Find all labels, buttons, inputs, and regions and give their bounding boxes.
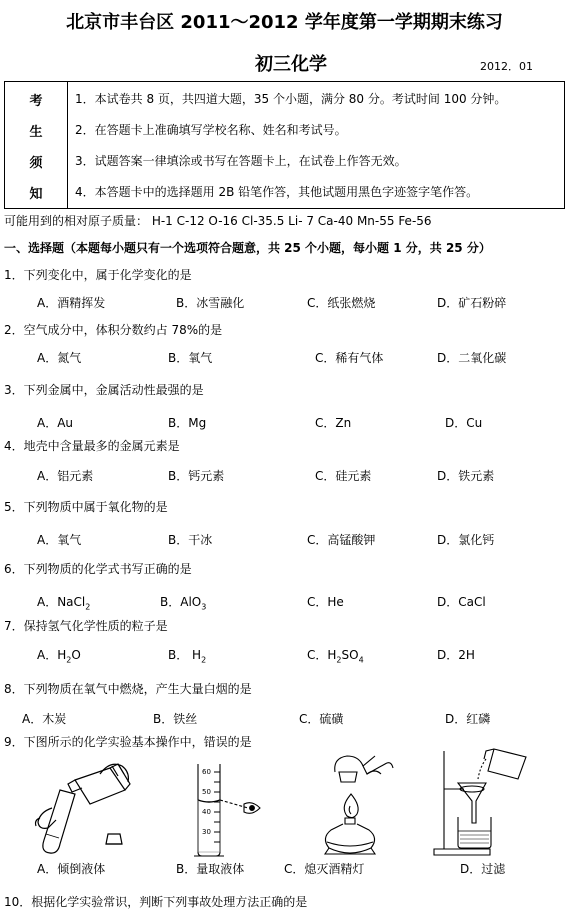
notice-side-char: 须 [29,156,43,171]
subject-title: 初三化学 [255,54,327,75]
option-d: D．过滤 [460,862,506,876]
option-a: A．木炭 [22,712,67,726]
option-d: D．铁元素 [437,469,495,483]
cylinder-tick-label: 50 [202,788,211,796]
notice-side-char: 考 [29,94,43,109]
option-b: B．铁丝 [153,712,198,726]
exam-date: 2012．01 [480,60,533,73]
option-b: B． $H_2$ [168,648,207,665]
option-d: D．二氧化碳 [437,351,507,365]
cylinder-tick-label: 60 [202,768,211,776]
cylinder-tick-label: 30 [202,828,211,836]
option-b: B．氧气 [168,351,213,365]
option-a: A．$H_2O$ [37,648,81,665]
question-stem: 4．地壳中含量最多的金属元素是 [4,439,180,453]
option-c: C．高锰酸钾 [307,533,376,547]
question-stem: 6．下列物质的化学式书写正确的是 [4,562,192,576]
option-b: B．钙元素 [168,469,225,483]
option-a: A．铝元素 [37,469,94,483]
exam-title: 北京市丰台区 2011～2012 学年度第一学期期末练习 [66,12,503,33]
atomic-mass-line: 可能用到的相对原子质量： H-1 C-12 O-16 Cl-35.5 Li- 7 Ca-40 Mn-55 Fe-56 [4,214,432,228]
question-stem: 5．下列物质中属于氧化物的是 [4,500,168,514]
option-c: C．He [307,595,344,609]
option-a: A．倾倒液体 [37,862,106,876]
figure-pouring-liquid [30,760,145,860]
option-c: C．纸张燃烧 [307,296,376,310]
option-a: A．氧气 [37,533,82,547]
option-b: B．Mg [168,416,207,430]
option-b: B．干冰 [168,533,213,547]
option-a: A．NaCl$_2$ [37,595,91,612]
notice-divider [67,82,68,208]
option-b: B．AlO$_3$ [160,595,207,612]
notice-line: 4．本答题卡中的选择题用 2B 铅笔作答，其他试题用黑色字迹签字笔作答。 [75,185,479,199]
notice-line: 1．本试卷共 8 页，共四道大题，35 个小题，满分 80 分。考试时间 100 分钟。 [75,92,507,106]
figure-filtration [430,745,540,860]
notice-line: 3．试题答案一律填涂或书写在答题卡上，在试卷上作答无效。 [75,154,407,168]
cylinder-tick-label: 40 [202,808,211,816]
notice-side-char: 生 [29,125,43,140]
option-d: D．矿石粉碎 [437,296,507,310]
section-heading: 一、选择题（本题每小题只有一个选项符合题意，共 25 个小题，每小题 1 分，共 25 分） [4,241,491,255]
option-c: C．硅元素 [315,469,372,483]
option-d: D．CaCl [437,595,486,609]
option-a: A．氮气 [37,351,82,365]
option-b: B．冰雪融化 [176,296,245,310]
figure-measuring-cylinder [180,760,275,860]
notice-side-char: 知 [29,187,43,202]
option-d: D．氯化钙 [437,533,495,547]
figure-alcohol-lamp [305,750,405,860]
option-c: C．熄灭酒精灯 [284,862,365,876]
option-d: D．Cu [445,416,483,430]
option-a: A．Au [37,416,74,430]
question-stem: 7．保持氢气化学性质的粒子是 [4,619,168,633]
option-c: C．硫磺 [299,712,344,726]
question-stem: 1．下列变化中，属于化学变化的是 [4,268,192,282]
question-stem: 3．下列金属中，金属活动性最强的是 [4,383,204,397]
candidate-notice-box [4,81,565,209]
question-stem: 9．下图所示的化学实验基本操作中，错误的是 [4,735,252,749]
option-d: D．红磷 [445,712,491,726]
option-c: C．Zn [315,416,352,430]
option-d: D．2H [437,648,475,662]
notice-line: 2．在答题卡上准确填写学校名称、姓名和考试号。 [75,123,347,137]
option-c: C．稀有气体 [315,351,384,365]
question-stem: 2．空气成分中，体积分数约占 78%的是 [4,323,223,337]
question-stem: 8．下列物质在氧气中燃烧，产生大量白烟的是 [4,682,252,696]
option-a: A．酒精挥发 [37,296,106,310]
option-c: C．$H_2SO_4$ [307,648,364,665]
question-stem: 10．根据化学实验常识，判断下列事故处理方法正确的是 [4,895,308,909]
option-b: B．量取液体 [176,862,245,876]
